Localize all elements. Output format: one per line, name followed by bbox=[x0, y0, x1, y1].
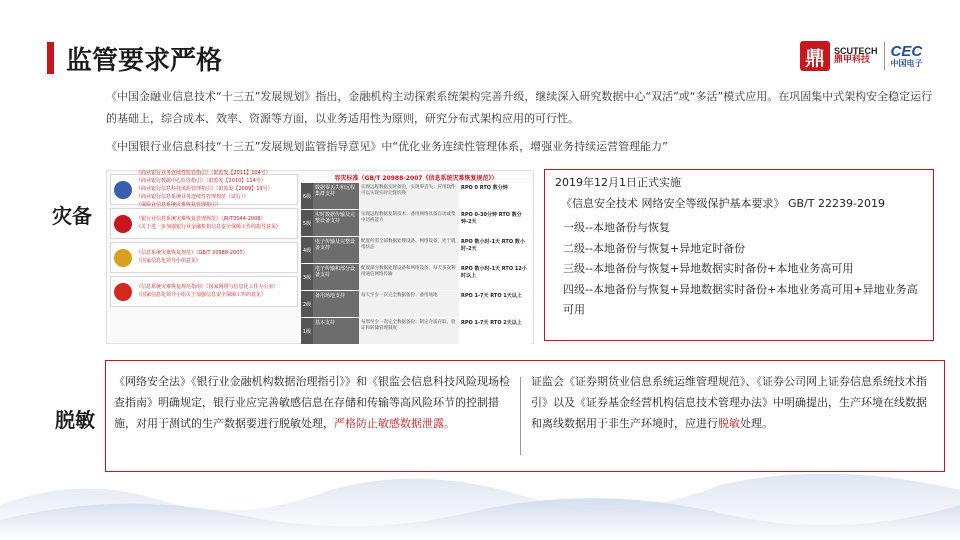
regulation-line: 《国家信息化领导小组意见》 bbox=[136, 258, 202, 264]
requirement-cell: 每天至少一次完全数据备份；备用场地 bbox=[359, 291, 459, 317]
regulation-row bbox=[110, 276, 298, 307]
level-cell: 2级 bbox=[301, 291, 313, 317]
banking-highlight: 严格防止敏感数据泄露。 bbox=[334, 417, 455, 430]
regulation-line: 《银行业信息系统灾难恢复管理规范》（JR/T0044-2008） bbox=[136, 216, 266, 222]
level-item: 四级--本地备份与恢复+异地数据实时备份+本地业务高可用+异地业务高可用 bbox=[563, 282, 918, 316]
level-cell: 5级 bbox=[301, 210, 313, 236]
level-cell: 1级 bbox=[301, 318, 313, 344]
level-item: 三级--本地备份与恢复+异地数据实时备份+本地业务高可用 bbox=[563, 262, 854, 275]
level-cell: 3级 bbox=[301, 264, 313, 290]
level-item: 二级--本地备份与恢复+异地定时备份 bbox=[563, 241, 746, 255]
seal-icon bbox=[114, 249, 132, 267]
category-cell: 实时数据传输及完整设备支持 bbox=[313, 210, 359, 236]
table-heading: 容灾标准（GB/T 20988-2007《信息系统灾难恢复规范》） bbox=[334, 175, 498, 182]
seal-icon bbox=[114, 215, 132, 233]
securities-highlight: 脱敏 bbox=[718, 417, 740, 430]
level-item: 一级--本地备份与恢复 bbox=[563, 221, 670, 234]
category-cell: 基本支持 bbox=[313, 318, 359, 344]
logo-cec-cn: 中国电子 bbox=[890, 58, 923, 68]
regulation-line: 《商业银行信息系统业务连续性管理规范（试行）》 bbox=[136, 194, 249, 200]
banking-text: 《网络安全法》《银行业金融机构数据治理指引》》和《银监会信息科技风险现场检查指南》明确规定，银行业应完善敏感信息在存储和传输等高风险环节的控制措施，对用于测试的生产数据要进行脱敏处理， bbox=[114, 375, 510, 430]
mountain-background bbox=[0, 455, 960, 540]
category-cell: 数据零丢失和远程集群支持 bbox=[313, 183, 359, 209]
logo-divider bbox=[884, 42, 885, 70]
category-cell: 电子传输和部分设备支持 bbox=[313, 264, 359, 290]
category-cell: 电子传输及完整设备支持 bbox=[313, 237, 359, 263]
requirement-cell: 每周至少一次完全数据备份；制定介质存取、验证和转储管理制度 bbox=[359, 318, 459, 344]
logo-scutech-text: SCUTECH bbox=[834, 45, 878, 56]
table-row bbox=[301, 291, 531, 317]
level-cell: 6级 bbox=[301, 183, 313, 209]
company-logo bbox=[800, 40, 923, 72]
level-cell: 4级 bbox=[301, 237, 313, 263]
regulation-line: 《商业银行数据中心监管指引》（银监发【2010】114号） bbox=[136, 178, 266, 184]
regulation-line: 《信息系统灾难恢复规范》（GB/T 20988-2007） bbox=[136, 250, 248, 256]
desensitize-label: 脱敏 bbox=[55, 408, 95, 432]
regulation-thumbnail bbox=[106, 170, 534, 344]
standard-name: 《信息安全技术 网络安全等级保护基本要求》 GB/T 22239-2019 bbox=[561, 197, 885, 210]
requirement-cell: 配置所需全部数据处理设备、网络设备，处于就绪状态 bbox=[359, 237, 459, 263]
intro-paragraph-2: 《中国银行业信息科技“十三五”发展规划监管指导意见》中“优化业务连续性管理体系，增强业务持续运营管理能力” bbox=[106, 140, 668, 153]
table-row bbox=[301, 264, 531, 290]
table-row bbox=[301, 183, 531, 209]
rpo-rto-cell: RPO 数小时-1天 RTO 12小时以上 bbox=[459, 264, 531, 290]
level-list bbox=[555, 218, 923, 321]
logo-cec-text: CEC bbox=[890, 42, 923, 60]
scutech-logo-icon: 鼎 bbox=[800, 41, 830, 71]
category-cell: 备用场地支持 bbox=[313, 291, 359, 317]
seal-icon bbox=[114, 283, 132, 301]
regulation-row bbox=[110, 170, 298, 208]
protection-standard-box bbox=[544, 169, 934, 341]
column-divider bbox=[520, 377, 521, 455]
seal-icon bbox=[114, 181, 132, 199]
regulation-row bbox=[110, 242, 298, 273]
regulation-line: 《保险业信息系统灾难恢复管理指引》 bbox=[136, 202, 222, 208]
regulation-line: 《信息系统灾难恢复规范指南》（国家网络与信息化工作办公室） bbox=[136, 284, 279, 290]
rpo-rto-cell: RPO 0 RTO 数分钟 bbox=[459, 183, 531, 209]
table-row bbox=[301, 210, 531, 236]
rpo-rto-cell: RPO 0-30分钟 RTO 数分钟-2天 bbox=[459, 210, 531, 236]
rpo-rto-cell: RPO 数小时-1天 RTO 数小时-2天 bbox=[459, 237, 531, 263]
table-row bbox=[301, 237, 531, 263]
rpo-rto-cell: RPO 1-7天 RTO 2天以上 bbox=[459, 318, 531, 344]
regulation-line: 《国家信息化领导小组关于加强信息安全保障工作的意见》 bbox=[136, 292, 267, 298]
table-row bbox=[301, 318, 531, 344]
securities-desensitize-text bbox=[531, 371, 936, 434]
logo-scutech-cn: 鼎甲科技 bbox=[834, 55, 871, 65]
regulation-list bbox=[110, 170, 298, 342]
title-accent-bar bbox=[47, 42, 54, 74]
disaster-recovery-label: 灾备 bbox=[52, 204, 92, 228]
regulation-row bbox=[110, 208, 298, 239]
securities-tail: 处理。 bbox=[740, 417, 773, 430]
regulation-line: 《关于进一步加强银行业金融机构信息安全保障工作的指导意见》 bbox=[136, 224, 282, 230]
requirement-cell: 配置部分数据处理设备和网络设备；每天多次利用通信网络传输 bbox=[359, 264, 459, 290]
recovery-level-table bbox=[301, 174, 531, 342]
intro-text bbox=[106, 86, 938, 158]
requirement-cell: 实现远程数据复制技术；备用网络具备自动或集中切换能力 bbox=[359, 210, 459, 236]
rpo-rto-cell: RPO 1-7天 RTO 1天以上 bbox=[459, 291, 531, 317]
regulation-line: 《商业银行业务连续性监管指引》（银监发【2011】104号） bbox=[136, 170, 271, 176]
banking-desensitize-text bbox=[114, 371, 514, 434]
securities-text: 证监会《证券期货业信息系统运维管理规范》、《证券公司网上证券信息系统技术指引》以及《证券基金经营机构信息技术管理办法》中明确提出，生产环境在线数据和离线数据用于非生产环境时，应进行 bbox=[531, 375, 927, 430]
page-title: 监管要求严格 bbox=[66, 46, 223, 76]
effective-date: 2019年12月1日正式实施 bbox=[555, 176, 681, 189]
requirement-cell: 实现远程数据实时备份，实现零丢失；应用软件可以实现实时无缝切换 bbox=[359, 183, 459, 209]
intro-paragraph-1: 《中国金融业信息技术“十三五”发展规划》指出，金融机构主动探索系统架构完善升级，继续深入研究数据中心“双活”或“多活”模式应用。在巩固集中式架构安全稳定运行的基础上，综合成本、效率、资源等方面，以业务适用性为原则，研究分布式架构应用的可行性。 bbox=[106, 90, 933, 125]
regulation-line: 《商业银行信息科技风险管理指引》（银监发【2009】19号） bbox=[136, 186, 273, 192]
